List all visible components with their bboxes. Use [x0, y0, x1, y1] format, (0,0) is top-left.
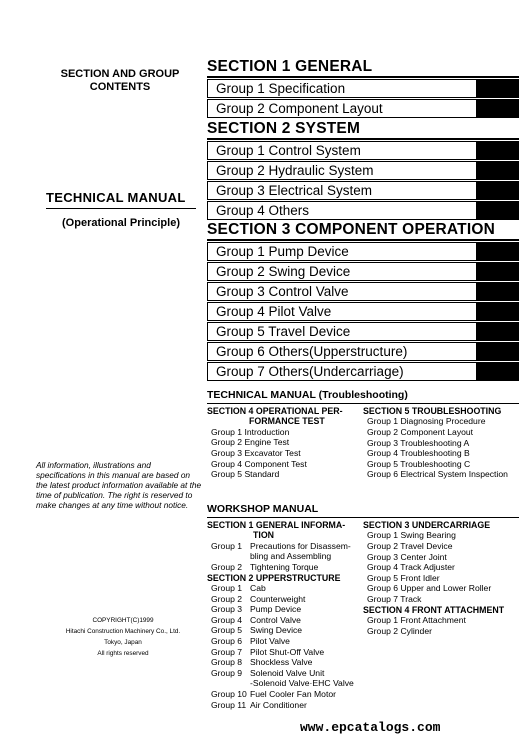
group-text: Cab — [250, 583, 266, 593]
list-item[interactable]: Group 6 Upper and Lower Roller — [367, 583, 492, 594]
list-item[interactable]: Group 1 Diagnosing Procedure — [367, 416, 486, 427]
list-item[interactable]: Group 4 Track Adjuster — [367, 562, 455, 573]
index-tab — [476, 322, 518, 341]
section-and-group-contents-heading — [40, 68, 200, 94]
group-text: Air Conditioner — [250, 699, 307, 710]
group-number: Group 1 — [211, 540, 243, 551]
index-tab — [476, 201, 518, 220]
section-2-group-4[interactable] — [207, 201, 519, 220]
group-text: Pilot Valve — [250, 635, 290, 646]
disclaimer-text: All information, illustrations and specifications in this manual are based on the latest product information available at the time of publication. The right is reserved to make changes at any time without notice. — [36, 460, 202, 510]
list-item[interactable]: Group 1 Introduction — [211, 426, 290, 437]
section-title: SECTION 3 UNDERCARRIAGE — [363, 520, 491, 530]
section-3-title: SECTION 3 COMPONENT OPERATION — [207, 221, 495, 238]
divider — [207, 403, 519, 404]
section-2-group-1[interactable] — [207, 141, 519, 160]
section-1-group-1[interactable] — [207, 79, 519, 98]
section-3-group-1[interactable] — [207, 242, 519, 261]
list-item[interactable] — [211, 657, 354, 668]
troubleshooting-manual-title: TECHNICAL MANUAL (Troubleshooting) — [207, 389, 408, 401]
group-text: Tightening Torque — [250, 562, 319, 572]
group-text: Swing Device — [250, 625, 303, 636]
list-item[interactable]: Group 5 Front Idler — [367, 572, 440, 583]
list-item[interactable] — [211, 562, 354, 573]
list-item[interactable]: Group 2 Travel Device — [367, 541, 453, 551]
list-item[interactable]: Group 1 Swing Bearing — [367, 530, 456, 541]
index-tab — [476, 141, 518, 160]
index-tab — [476, 362, 518, 381]
list-item[interactable]: Group 3 Center Joint — [367, 551, 447, 562]
workshop-manual-title: WORKSHOP MANUAL — [207, 503, 319, 515]
copyright-block — [48, 615, 198, 659]
group-label: Group 2 Component Layout — [216, 101, 383, 116]
index-tab — [476, 242, 518, 261]
list-item[interactable] — [211, 700, 354, 711]
group-number: Group 5 — [211, 625, 243, 636]
group-label: Group 4 Pilot Valve — [216, 304, 332, 319]
list-item[interactable] — [211, 668, 354, 679]
list-item[interactable]: Group 4 Component Test — [211, 458, 307, 469]
section-2-group-2[interactable] — [207, 161, 519, 180]
section-title: SECTION 4 FRONT ATTACHMENT — [363, 604, 505, 615]
index-tab — [476, 99, 518, 118]
list-item[interactable]: Group 5 Troubleshooting C — [367, 458, 471, 469]
list-item[interactable]: Group 6 Electrical System Inspection — [367, 469, 508, 480]
copyright-line: Hitachi Construction Machinery Co., Ltd. — [65, 628, 181, 635]
section-2-group-3[interactable] — [207, 181, 519, 200]
list-item[interactable]: Group 1 Front Attachment — [367, 614, 466, 625]
group-text: Control Valve — [250, 614, 301, 625]
group-number: Group 7 — [211, 646, 243, 657]
heading-line: CONTENTS — [89, 81, 151, 93]
index-tab — [476, 262, 518, 281]
section-title: TION — [253, 530, 275, 541]
group-label: Group 1 Control System — [216, 143, 361, 158]
index-tab — [476, 79, 518, 98]
index-tab — [476, 181, 518, 200]
group-text: Fuel Cooler Fan Motor — [250, 688, 336, 699]
group-label: Group 3 Control Valve — [216, 284, 349, 299]
list-item-continued: -Solenoid Valve·EHC Valve — [250, 678, 354, 689]
group-text: Solenoid Valve Unit — [250, 667, 325, 678]
list-item[interactable]: Group 3 Excavator Test — [211, 448, 301, 458]
list-item[interactable] — [211, 594, 354, 605]
divider — [207, 239, 519, 241]
section-2-title: SECTION 2 SYSTEM — [207, 120, 361, 137]
operational-principle-subtitle: (Operational Principle) — [62, 217, 180, 229]
section-title: SECTION 5 TROUBLESHOOTING — [363, 406, 502, 416]
footer-url[interactable]: www.epcatalogs.com — [300, 720, 441, 735]
heading-line: SECTION AND GROUP — [60, 68, 180, 80]
group-number: Group 11 — [211, 699, 247, 710]
group-number: Group 2 — [211, 593, 243, 604]
group-number: Group 8 — [211, 657, 243, 668]
index-tab — [476, 342, 518, 361]
section-title: SECTION 1 GENERAL INFORMA- — [207, 520, 346, 530]
section-3-group-3[interactable] — [207, 282, 519, 301]
index-tab — [476, 302, 518, 321]
list-item[interactable]: Group 2 Cylinder — [367, 625, 432, 636]
group-number: Group 1 — [211, 583, 243, 593]
divider — [207, 517, 519, 518]
group-label: Group 2 Swing Device — [216, 264, 351, 279]
section-1-title: SECTION 1 GENERAL — [207, 58, 373, 75]
group-label: Group 1 Pump Device — [216, 244, 349, 259]
divider — [207, 138, 519, 140]
index-tab — [476, 161, 518, 180]
list-item[interactable] — [211, 583, 354, 594]
list-item[interactable]: Group 7 Track — [367, 593, 422, 604]
copyright-line: All rights reserved — [97, 650, 149, 657]
group-text: Precautions for Disassem- — [250, 540, 351, 551]
list-item[interactable]: Group 2 Engine Test — [211, 437, 290, 448]
divider — [46, 208, 196, 209]
section-3-group-2[interactable] — [207, 262, 519, 281]
group-number: Group 4 — [211, 614, 243, 625]
list-item[interactable] — [211, 647, 354, 658]
group-text: Pilot Shut-Off Valve — [250, 646, 325, 657]
group-number: Group 10 — [211, 688, 247, 699]
copyright-line: Tokyo, Japan — [104, 639, 142, 646]
list-item[interactable]: Group 4 Troubleshooting B — [367, 448, 470, 459]
troubleshooting-section-5 — [363, 406, 508, 480]
group-label: Group 4 Others — [216, 203, 310, 218]
list-item-continued: bling and Assembling — [250, 551, 332, 562]
list-item[interactable] — [211, 541, 354, 552]
group-number: Group 9 — [211, 667, 243, 678]
group-label: Group 1 Specification — [216, 81, 346, 96]
group-label: Group 7 Others(Undercarriage) — [216, 364, 404, 379]
workshop-left-column — [207, 520, 354, 710]
technical-manual-title: TECHNICAL MANUAL — [46, 190, 186, 205]
list-item[interactable] — [211, 689, 354, 700]
group-text: Shockless Valve — [250, 657, 313, 668]
section-3-group-4[interactable] — [207, 302, 519, 321]
group-label: Group 5 Travel Device — [216, 324, 351, 339]
list-item[interactable]: Group 2 Component Layout — [367, 427, 474, 437]
section-1-group-2[interactable] — [207, 99, 519, 118]
group-label: Group 6 Others(Upperstructure) — [216, 344, 408, 359]
group-text: Pump Device — [250, 604, 302, 615]
group-number: Group 3 — [211, 604, 243, 615]
section-3-group-5[interactable] — [207, 322, 519, 341]
section-title: SECTION 2 UPPERSTRUCTURE — [207, 572, 341, 583]
section-3-group-6[interactable] — [207, 342, 519, 361]
index-tab — [476, 282, 518, 301]
group-text: Counterweight — [250, 593, 306, 604]
list-item[interactable]: Group 5 Standard — [211, 469, 280, 480]
divider — [207, 76, 519, 78]
group-number: Group 2 — [211, 562, 243, 572]
section-title: FORMANCE TEST — [249, 416, 325, 427]
list-item[interactable] — [211, 636, 354, 647]
group-number: Group 6 — [211, 635, 243, 646]
group-label: Group 3 Electrical System — [216, 183, 373, 198]
group-label: Group 2 Hydraulic System — [216, 163, 374, 178]
section-title: SECTION 4 OPERATIONAL PER- — [207, 406, 343, 416]
troubleshooting-section-4 — [207, 406, 343, 480]
copyright-line: COPYRIGHT(C)1999 — [92, 617, 154, 624]
section-3-group-7[interactable] — [207, 362, 519, 381]
list-item[interactable] — [211, 604, 354, 615]
workshop-right-column — [363, 520, 504, 636]
list-item[interactable] — [211, 615, 354, 626]
list-item[interactable]: Group 3 Troubleshooting A — [367, 437, 470, 448]
list-item[interactable] — [211, 625, 354, 636]
